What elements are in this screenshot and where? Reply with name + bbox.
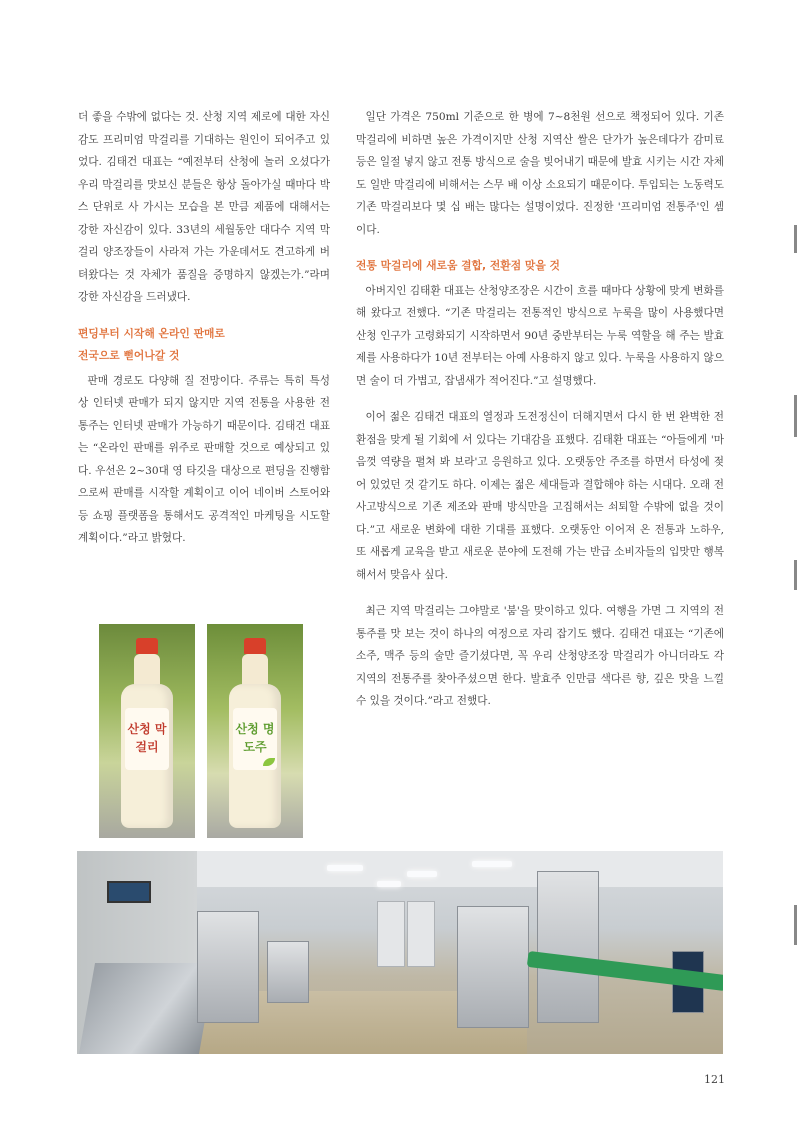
section-heading-online-sales [78,323,330,368]
edge-mark [794,905,797,945]
leaf-icon [263,758,275,766]
factory-door [407,901,435,967]
right-column [356,106,724,727]
bottle-label-text: 산청 막걸리 [127,722,167,754]
right-paragraph-4: 최근 지역 막걸리는 그야말로 '붐'을 맞이하고 있다. 여행을 가면 그 지역의 전통주를 맛 보는 것이 하나의 여정으로 자리 잡기도 했다. 김태건 대표는 “기존에 소주, 맥주 등의 술만 즐기셨다면, 꼭 우리 산청양조장 막걸리가 아니더라도 각 지역의 전통주를 찾아주셨으면 한다. 발효주 인만큼 색다른 향, 깊은 맛을 느낄 수 있을 것이다.”라고 전했다. [356,605,724,707]
wall-monitor [107,881,151,903]
right-paragraph-2: 아버지인 김태환 대표는 산청양조장은 시간이 흐를 때마다 상황에 맞게 변화를 해 왔다고 전했다. “기존 막걸리는 전통적인 방식으로 누룩을 많이 사용했다면 산청 인구가 고령화되기 시작하면서 90년 중반부터는 누룩 역할을 해 주는 발효제를 사용하다가 10년 전부터는 아예 사용하지 않고 있다. 누룩을 사용하지 않으면 술이 더 가볍고, 잡냄새가 적어진다.”고 설명했다. [356,284,724,387]
edge-mark [794,560,797,590]
bottle-cap [244,638,266,654]
bottle-neck [242,654,268,688]
section-heading-line-1: 편딩부터 시작해 온라인 판매로 [78,326,225,340]
factory-ceiling [197,851,723,887]
right-paragraph-3: 이어 젊은 김태건 대표의 열정과 도전정신이 더해지면서 다시 한 번 완벽한 전환점을 맞게 될 기회에 서 있다는 기대감을 표했다. 김태환 대표는 “아들에게 '마음껏 역량을 펼쳐 봐 보라'고 응원하고 있다. 오랫동안 주조를 하면서 타성에 젖어 있었던 것 같기도 하다. 이제는 젊은 세대들과 결합해야 하는 시대다. 오래 전 사고방식으로 기존 제조와 판매 방식만을 고집해서는 쇠퇴할 수밖에 없을 것이다.”고 새로운 변화에 대한 기대를 표했다. 오랫동안 이어져 온 전통과 노하우, 또 새롭게 교육을 받고 새로운 분야에 도전해 가는 반급 소비자들의 입맛만 행복해서서 맞음사 싶다. [356,411,724,581]
factory-door [377,901,405,967]
ceiling-light [407,871,437,877]
bottle-cap [136,638,158,654]
section-heading-turning-point: 전통 막걸리에 새로움 결합, 전환점 맞을 것 [356,259,560,272]
left-paragraph-1: 더 좋을 수밖에 없다는 것. 산청 지역 제로에 대한 자신감도 프리미엄 막걸리를 기대하는 원인이 되어주고 있었다. 김태건 대표는 “예전부터 산청에 놀러 오셨다가 우리 막걸리를 맛보신 분들은 항상 돌아가실 때마다 박스 단위로 사 가시는 모습을 본 만큼 제품에 대해서는 강한 자신감이 있다. 33년의 세월동안 대다수 지역 막걸리 양조장들이 사라져 가는 가운데서도 견고하게 버텨왔다는 것 자체가 품질을 증명하지 않겠는가.”라며 강한 자신감을 드러냈다. [78,111,330,303]
bottle-neck [134,654,160,688]
myeongdoju-bottle-photo [207,624,303,838]
section-heading-line-2: 전국으로 뻗어나갈 것 [78,349,180,362]
ceiling-light [327,865,363,871]
bottle-label [233,708,277,770]
bottle-label-text: 산청 명도주 [235,722,275,754]
makgeolli-bottle-photo [99,624,195,838]
brewery-interior-photo [77,851,723,1054]
left-paragraph-2: 판매 경로도 다양해 질 전망이다. 주류는 특히 특성 상 인터넷 판매가 되지 않지만 지역 전통을 사용한 전통주는 인터넷 판매가 가능하기 때문이다. 김태건 대표는 “온라인 판매를 위주로 판매할 것으로 예상되고 있다. 우선은 2~30대 영 타깃을 대상으로 편딩을 진행함으로써 판매를 시작할 계획이고 이어 네이버 스토어와 등 쇼핑 플랫폼을 통해서도 공격적인 마케팅을 시도할 계획이다.”라고 밝혔다. [78,374,330,544]
bottle-photos [99,624,305,838]
bottling-machine [457,906,529,1028]
ceiling-light [377,881,401,887]
bottle-illustration [121,638,173,828]
bottle-illustration [229,638,281,828]
page-number: 121 [704,1073,725,1086]
steel-counter [79,963,215,1054]
brewing-machine [267,941,309,1003]
brewing-machine [197,911,259,1023]
right-paragraph-1: 일단 가격은 750ml 기준으로 한 병에 7~8천원 선으로 책정되어 있다. 기존 막걸리에 비하면 높은 가격이지만 산청 지역산 쌀은 단가가 높은데다가 감미료 등은 일절 넣지 않고 전통 방식으로 술을 빚어내기 때문에 발효 시키는 시간 자체도 일반 막걸리에 비해서는 스무 배 이상 소요되기 때문이다. 투입되는 노동력도 기존 막걸리보다 몇 십 배는 많다는 설명이었다. 진정한 '프리미엄 전통주'인 셈이다. [356,111,724,236]
left-column [78,106,330,564]
ceiling-light [472,861,512,867]
bottle-label [125,708,169,770]
edge-mark [794,225,797,253]
edge-mark [794,395,797,437]
bottling-machine [537,871,599,1023]
